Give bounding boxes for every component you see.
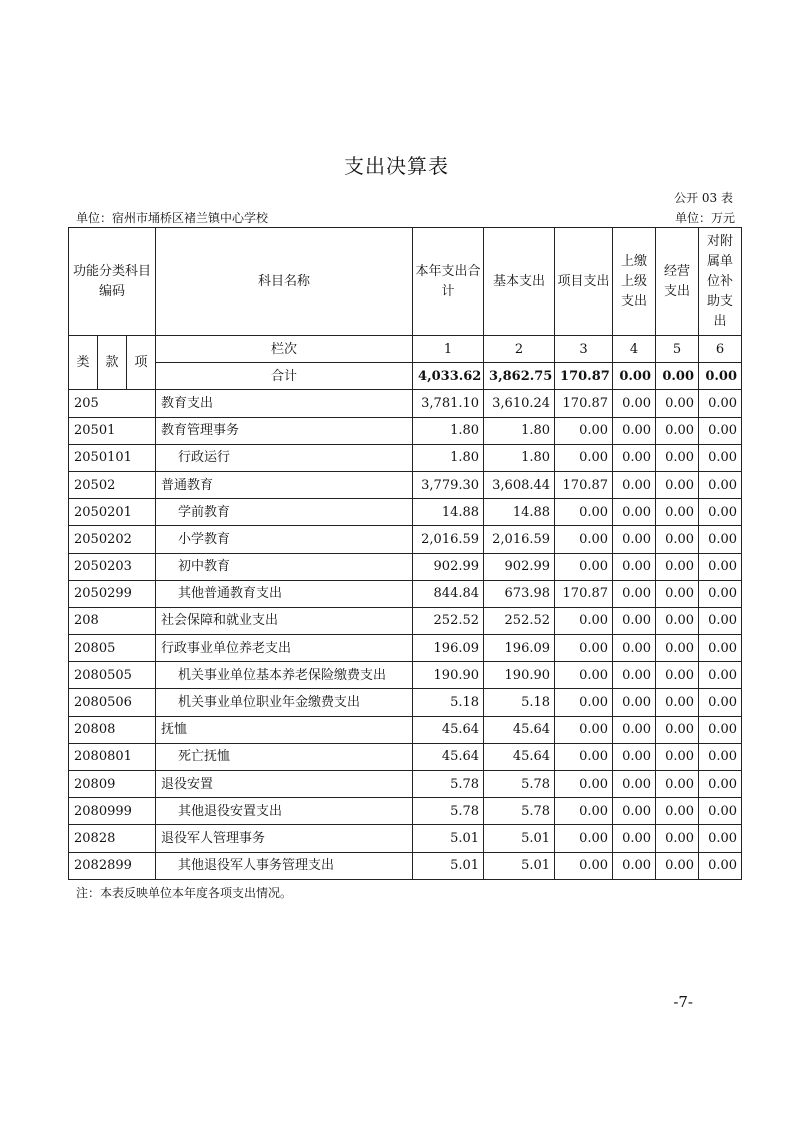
amount-cell: 0.00 (656, 635, 699, 662)
subject-name: 普通教育 (156, 471, 413, 498)
amount-cell: 0.00 (656, 471, 699, 498)
table-row (69, 771, 742, 798)
amount-cell: 0.00 (613, 852, 656, 879)
amount-cell: 0.00 (555, 852, 613, 879)
subject-code: 2080505 (69, 662, 156, 689)
amount-cell: 0.00 (699, 852, 742, 879)
lei-header: 类 (69, 336, 98, 390)
kuan-header: 款 (98, 336, 127, 390)
col-business-header: 经营支出 (656, 228, 699, 336)
subject-code: 20501 (69, 417, 156, 444)
lanci-label: 栏次 (156, 336, 413, 363)
total-value: 0.00 (699, 363, 742, 390)
subject-code: 2050203 (69, 553, 156, 580)
table-row (69, 607, 742, 634)
amount-cell: 0.00 (656, 825, 699, 852)
xiang-header: 项 (127, 336, 156, 390)
col-index: 5 (656, 336, 699, 363)
subject-code: 20808 (69, 716, 156, 743)
subject-name: 行政运行 (156, 444, 413, 471)
amount-cell: 0.00 (555, 635, 613, 662)
amount-cell: 0.00 (555, 444, 613, 471)
amount-cell: 0.00 (699, 499, 742, 526)
amount-cell: 0.00 (699, 390, 742, 417)
amount-cell: 0.00 (613, 798, 656, 825)
amount-cell: 0.00 (613, 662, 656, 689)
table-row (69, 526, 742, 553)
table-note: 注：本表反映单位本年度各项支出情况。 (76, 886, 293, 900)
table-row (69, 825, 742, 852)
amount-cell: 170.87 (555, 580, 613, 607)
amount-cell: 0.00 (613, 716, 656, 743)
table-row (69, 390, 742, 417)
amount-cell: 0.00 (555, 553, 613, 580)
subject-code: 2080506 (69, 689, 156, 716)
amount-cell: 1.80 (413, 417, 484, 444)
table-row (69, 417, 742, 444)
subject-code: 2050201 (69, 499, 156, 526)
form-number: 公开 03 表 (674, 191, 733, 205)
amount-cell: 0.00 (613, 743, 656, 770)
amount-cell: 0.00 (656, 553, 699, 580)
table-row (69, 798, 742, 825)
table-row (69, 444, 742, 471)
total-value: 0.00 (656, 363, 699, 390)
amount-cell: 5.01 (413, 852, 484, 879)
subject-code: 2050202 (69, 526, 156, 553)
total-value: 0.00 (613, 363, 656, 390)
amount-cell: 0.00 (613, 390, 656, 417)
table-row (69, 743, 742, 770)
subject-name: 教育管理事务 (156, 417, 413, 444)
amount-cell: 0.00 (613, 580, 656, 607)
amount-cell: 0.00 (555, 771, 613, 798)
amount-cell: 196.09 (484, 635, 555, 662)
total-label: 合计 (156, 363, 413, 390)
amount-cell: 902.99 (413, 553, 484, 580)
amount-cell: 0.00 (699, 471, 742, 498)
amount-cell: 0.00 (613, 526, 656, 553)
total-value: 170.87 (555, 363, 613, 390)
col-index: 4 (613, 336, 656, 363)
amount-cell: 5.18 (484, 689, 555, 716)
col-index: 2 (484, 336, 555, 363)
subject-code: 20828 (69, 825, 156, 852)
table-row (69, 635, 742, 662)
table-row (69, 471, 742, 498)
amount-cell: 0.00 (555, 825, 613, 852)
subject-name: 退役安置 (156, 771, 413, 798)
amount-cell: 673.98 (484, 580, 555, 607)
amount-cell: 0.00 (656, 607, 699, 634)
table-row (69, 689, 742, 716)
amount-cell: 0.00 (656, 798, 699, 825)
amount-cell: 0.00 (656, 852, 699, 879)
subject-name: 社会保障和就业支出 (156, 607, 413, 634)
amount-cell: 0.00 (613, 553, 656, 580)
amount-cell: 0.00 (656, 771, 699, 798)
subject-code: 2050101 (69, 444, 156, 471)
expenditure-table (68, 227, 742, 880)
amount-cell: 5.78 (413, 771, 484, 798)
amount-cell: 0.00 (699, 689, 742, 716)
amount-cell: 0.00 (555, 662, 613, 689)
amount-cell: 1.80 (484, 417, 555, 444)
amount-cell: 0.00 (555, 689, 613, 716)
col-index: 3 (555, 336, 613, 363)
subject-name: 其他退役安置支出 (156, 798, 413, 825)
amount-cell: 0.00 (613, 607, 656, 634)
amount-cell: 0.00 (555, 743, 613, 770)
col-project-header: 项目支出 (555, 228, 613, 336)
amount-cell: 5.18 (413, 689, 484, 716)
amount-cell: 45.64 (413, 743, 484, 770)
page-number: -7- (673, 993, 693, 1011)
amount-cell: 0.00 (656, 526, 699, 553)
total-value: 3,862.75 (484, 363, 555, 390)
subject-name: 行政事业单位养老支出 (156, 635, 413, 662)
amount-cell: 252.52 (413, 607, 484, 634)
subject-code: 20809 (69, 771, 156, 798)
subject-name: 死亡抚恤 (156, 743, 413, 770)
amount-cell: 0.00 (613, 444, 656, 471)
amount-cell: 0.00 (699, 662, 742, 689)
table-row (69, 553, 742, 580)
amount-cell: 0.00 (656, 580, 699, 607)
amount-cell: 3,779.30 (413, 471, 484, 498)
col-index: 6 (699, 336, 742, 363)
amount-cell: 5.01 (484, 852, 555, 879)
amount-cell: 5.78 (413, 798, 484, 825)
amount-cell: 0.00 (699, 417, 742, 444)
col-index: 1 (413, 336, 484, 363)
amount-cell: 3,781.10 (413, 390, 484, 417)
subject-code: 20805 (69, 635, 156, 662)
unit-name: 单位：宿州市埇桥区褚兰镇中心学校 (76, 211, 269, 225)
amount-cell: 0.00 (613, 689, 656, 716)
amount-cell: 0.00 (613, 771, 656, 798)
amount-cell: 170.87 (555, 471, 613, 498)
amount-cell: 170.87 (555, 390, 613, 417)
amount-cell: 0.00 (699, 798, 742, 825)
subject-code: 2082899 (69, 852, 156, 879)
amount-cell: 0.00 (555, 798, 613, 825)
amount-cell: 0.00 (656, 417, 699, 444)
amount-cell: 0.00 (555, 607, 613, 634)
amount-cell: 190.90 (484, 662, 555, 689)
amount-cell: 45.64 (484, 743, 555, 770)
amount-cell: 0.00 (656, 390, 699, 417)
amount-cell: 0.00 (656, 716, 699, 743)
amount-cell: 1.80 (484, 444, 555, 471)
table-row (69, 580, 742, 607)
amount-cell: 14.88 (413, 499, 484, 526)
amount-cell: 45.64 (413, 716, 484, 743)
table-row (69, 662, 742, 689)
subject-name: 初中教育 (156, 553, 413, 580)
amount-cell: 1.80 (413, 444, 484, 471)
subject-code: 2080801 (69, 743, 156, 770)
subject-code: 205 (69, 390, 156, 417)
func-code-header: 功能分类科目编码 (69, 228, 156, 336)
subject-code: 208 (69, 607, 156, 634)
amount-cell: 3,608.44 (484, 471, 555, 498)
subject-name: 小学教育 (156, 526, 413, 553)
amount-cell: 0.00 (555, 499, 613, 526)
amount-cell: 0.00 (555, 526, 613, 553)
amount-cell: 252.52 (484, 607, 555, 634)
amount-cell: 3,610.24 (484, 390, 555, 417)
amount-cell: 5.01 (484, 825, 555, 852)
col-basic-header: 基本支出 (484, 228, 555, 336)
amount-cell: 190.90 (413, 662, 484, 689)
subject-name: 退役军人管理事务 (156, 825, 413, 852)
amount-cell: 196.09 (413, 635, 484, 662)
amount-cell: 14.88 (484, 499, 555, 526)
subject-name: 机关事业单位基本养老保险缴费支出 (156, 662, 413, 689)
amount-cell: 0.00 (699, 635, 742, 662)
amount-cell: 0.00 (699, 743, 742, 770)
amount-cell: 0.00 (656, 662, 699, 689)
amount-cell: 0.00 (699, 607, 742, 634)
col-subsidy-header: 对附属单位补助支出 (699, 228, 742, 336)
subject-name: 其他普通教育支出 (156, 580, 413, 607)
table-row (69, 852, 742, 879)
total-value: 4,033.62 (413, 363, 484, 390)
amount-cell: 5.78 (484, 771, 555, 798)
currency-unit: 单位：万元 (674, 211, 735, 225)
amount-cell: 0.00 (613, 635, 656, 662)
amount-cell: 0.00 (555, 417, 613, 444)
column-index-row (69, 336, 742, 363)
amount-cell: 45.64 (484, 716, 555, 743)
amount-cell: 0.00 (699, 553, 742, 580)
subject-name: 学前教育 (156, 499, 413, 526)
amount-cell: 0.00 (699, 444, 742, 471)
amount-cell: 0.00 (613, 417, 656, 444)
subject-code: 20502 (69, 471, 156, 498)
page-title: 支出决算表 (344, 154, 449, 178)
amount-cell: 0.00 (555, 716, 613, 743)
subject-name: 教育支出 (156, 390, 413, 417)
subject-name: 机关事业单位职业年金缴费支出 (156, 689, 413, 716)
amount-cell: 2,016.59 (484, 526, 555, 553)
col-upper-header: 上缴上级支出 (613, 228, 656, 336)
amount-cell: 0.00 (699, 771, 742, 798)
amount-cell: 5.01 (413, 825, 484, 852)
amount-cell: 0.00 (656, 444, 699, 471)
amount-cell: 0.00 (613, 499, 656, 526)
amount-cell: 0.00 (656, 689, 699, 716)
total-row (69, 363, 742, 390)
amount-cell: 0.00 (656, 743, 699, 770)
subject-name: 抚恤 (156, 716, 413, 743)
amount-cell: 902.99 (484, 553, 555, 580)
amount-cell: 2,016.59 (413, 526, 484, 553)
header-row (69, 228, 742, 336)
col-total-header: 本年支出合计 (413, 228, 484, 336)
amount-cell: 0.00 (699, 526, 742, 553)
amount-cell: 5.78 (484, 798, 555, 825)
subject-name-header: 科目名称 (156, 228, 413, 336)
amount-cell: 0.00 (656, 499, 699, 526)
amount-cell: 0.00 (613, 471, 656, 498)
amount-cell: 0.00 (613, 825, 656, 852)
amount-cell: 0.00 (699, 825, 742, 852)
table-row (69, 716, 742, 743)
subject-name: 其他退役军人事务管理支出 (156, 852, 413, 879)
subject-code: 2080999 (69, 798, 156, 825)
amount-cell: 0.00 (699, 716, 742, 743)
table-row (69, 499, 742, 526)
amount-cell: 0.00 (699, 580, 742, 607)
subject-code: 2050299 (69, 580, 156, 607)
amount-cell: 844.84 (413, 580, 484, 607)
